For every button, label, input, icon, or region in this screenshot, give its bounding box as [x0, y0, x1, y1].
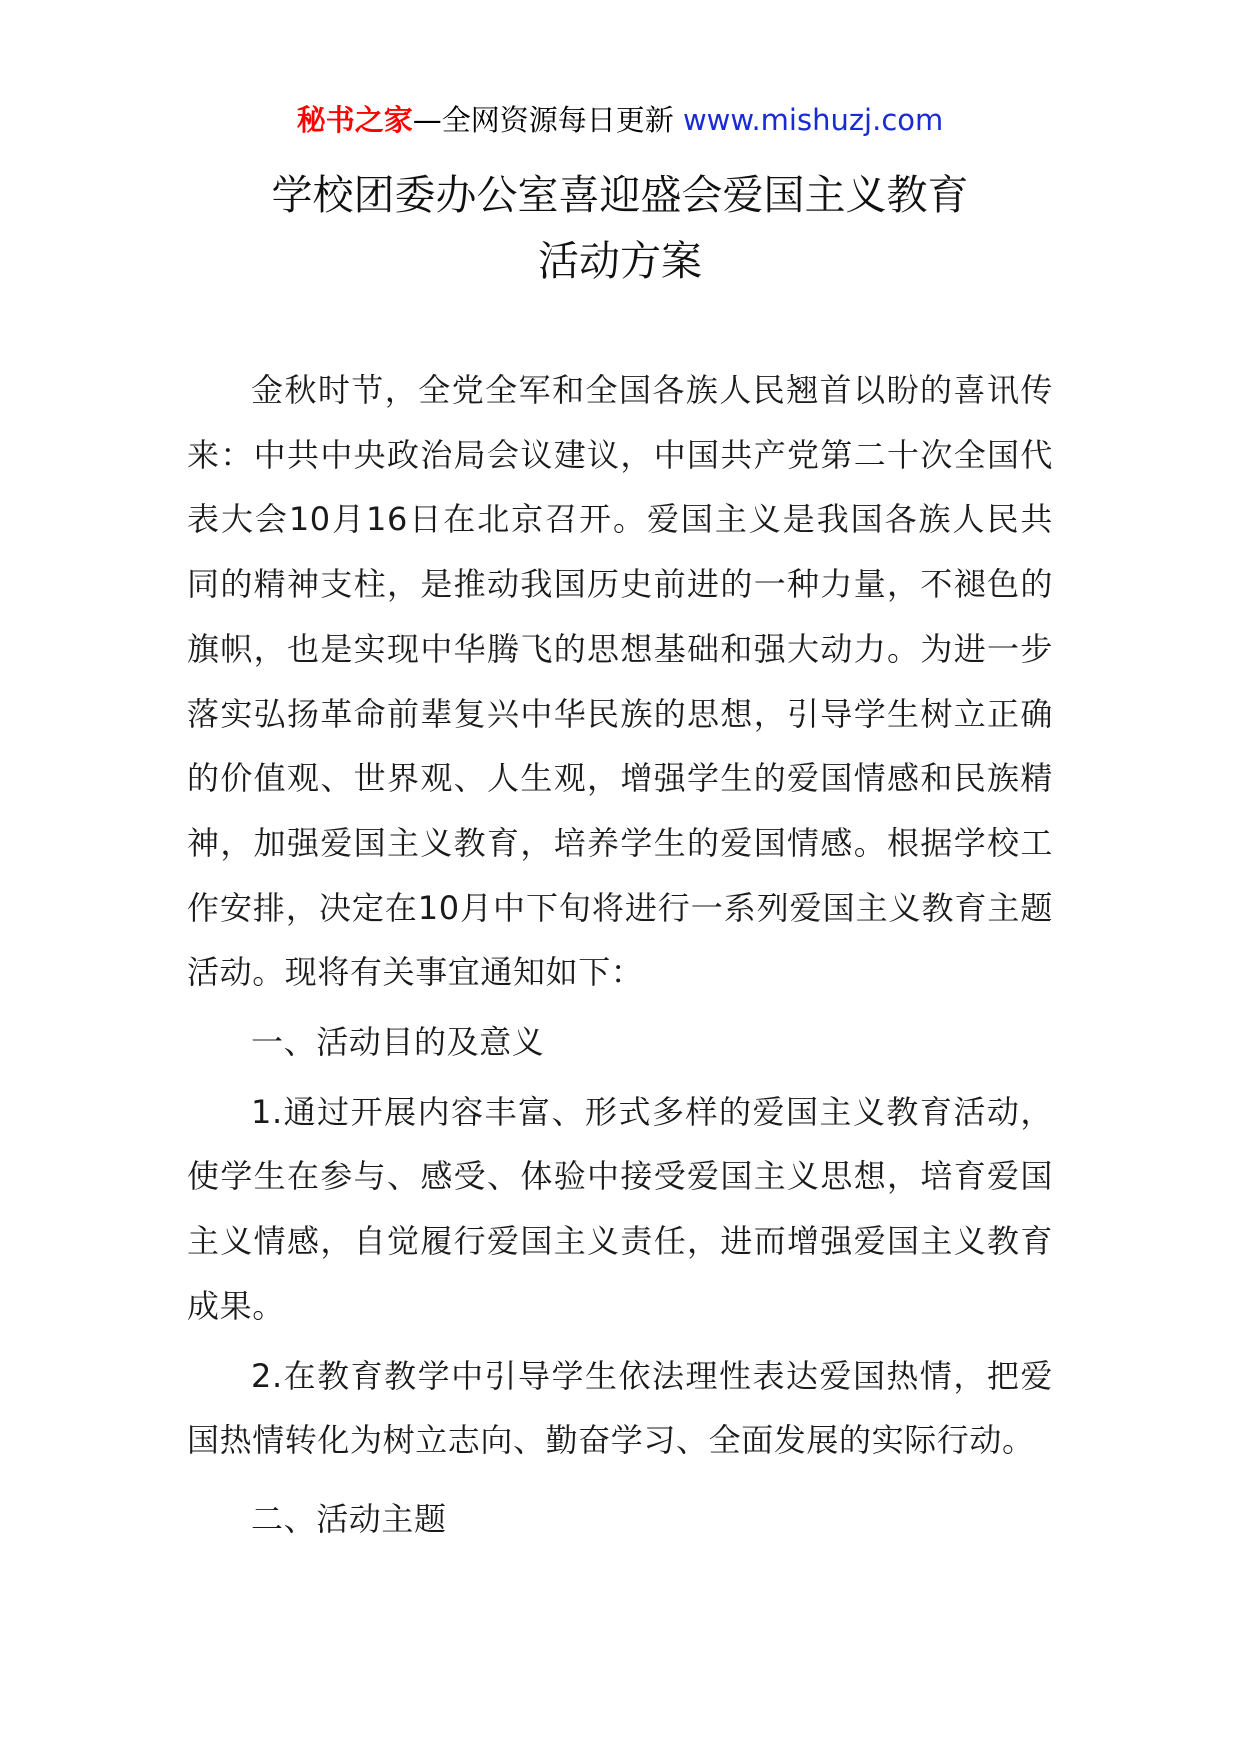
paragraph-item-2: 2.在教育教学中引导学生依法理性表达爱国热情，把爱国热情转化为树立志向、勤奋学习、全面发展的实际行动。	[187, 1356, 1053, 1460]
site-url-link[interactable]: www.mishuzj.com	[682, 103, 944, 137]
document-body	[187, 358, 1053, 1552]
site-tagline: —全网资源每日更新	[412, 103, 683, 137]
section-heading-theme: 二、活动主题	[251, 1499, 447, 1538]
site-brand: 秘书之家	[296, 103, 413, 137]
site-header	[0, 100, 1240, 140]
paragraph-item-1: 1.通过开展内容丰富、形式多样的爱国主义教育活动，使学生在参与、感受、体验中接受爱国主义思想，培育爱国主义情感，自觉履行爱国主义责任，进而增强爱国主义教育成果。	[187, 1092, 1053, 1325]
section-heading-purpose: 一、活动目的及意义	[251, 1023, 545, 1062]
title-line-1: 学校团委办公室喜迎盛会爱国主义教育	[271, 171, 969, 219]
title-line-2: 活动方案	[538, 237, 702, 285]
document-title	[0, 162, 1240, 294]
paragraph-intro: 金秋时节，全党全军和全国各族人民翘首以盼的喜讯传来：中共中央政治局会议建议，中国共产党第二十次全国代表大会10月16日在北京召开。爱国主义是我国各族人民共同的精神支柱，是推动我国历史前进的一种力量，不褪色的旗帜，也是实现中华腾飞的思想基础和强大动力。为进一步落实弘扬革命前辈复兴中华民族的思想，引导学生树立正确的价值观、世界观、人生观，增强学生的爱国情感和民族精神，加强爱国主义教育，培养学生的爱国情感。根据学校工作安排，决定在10月中下旬将进行一系列爱国主义教育主题活动。现将有关事宜通知如下：	[187, 371, 1053, 992]
